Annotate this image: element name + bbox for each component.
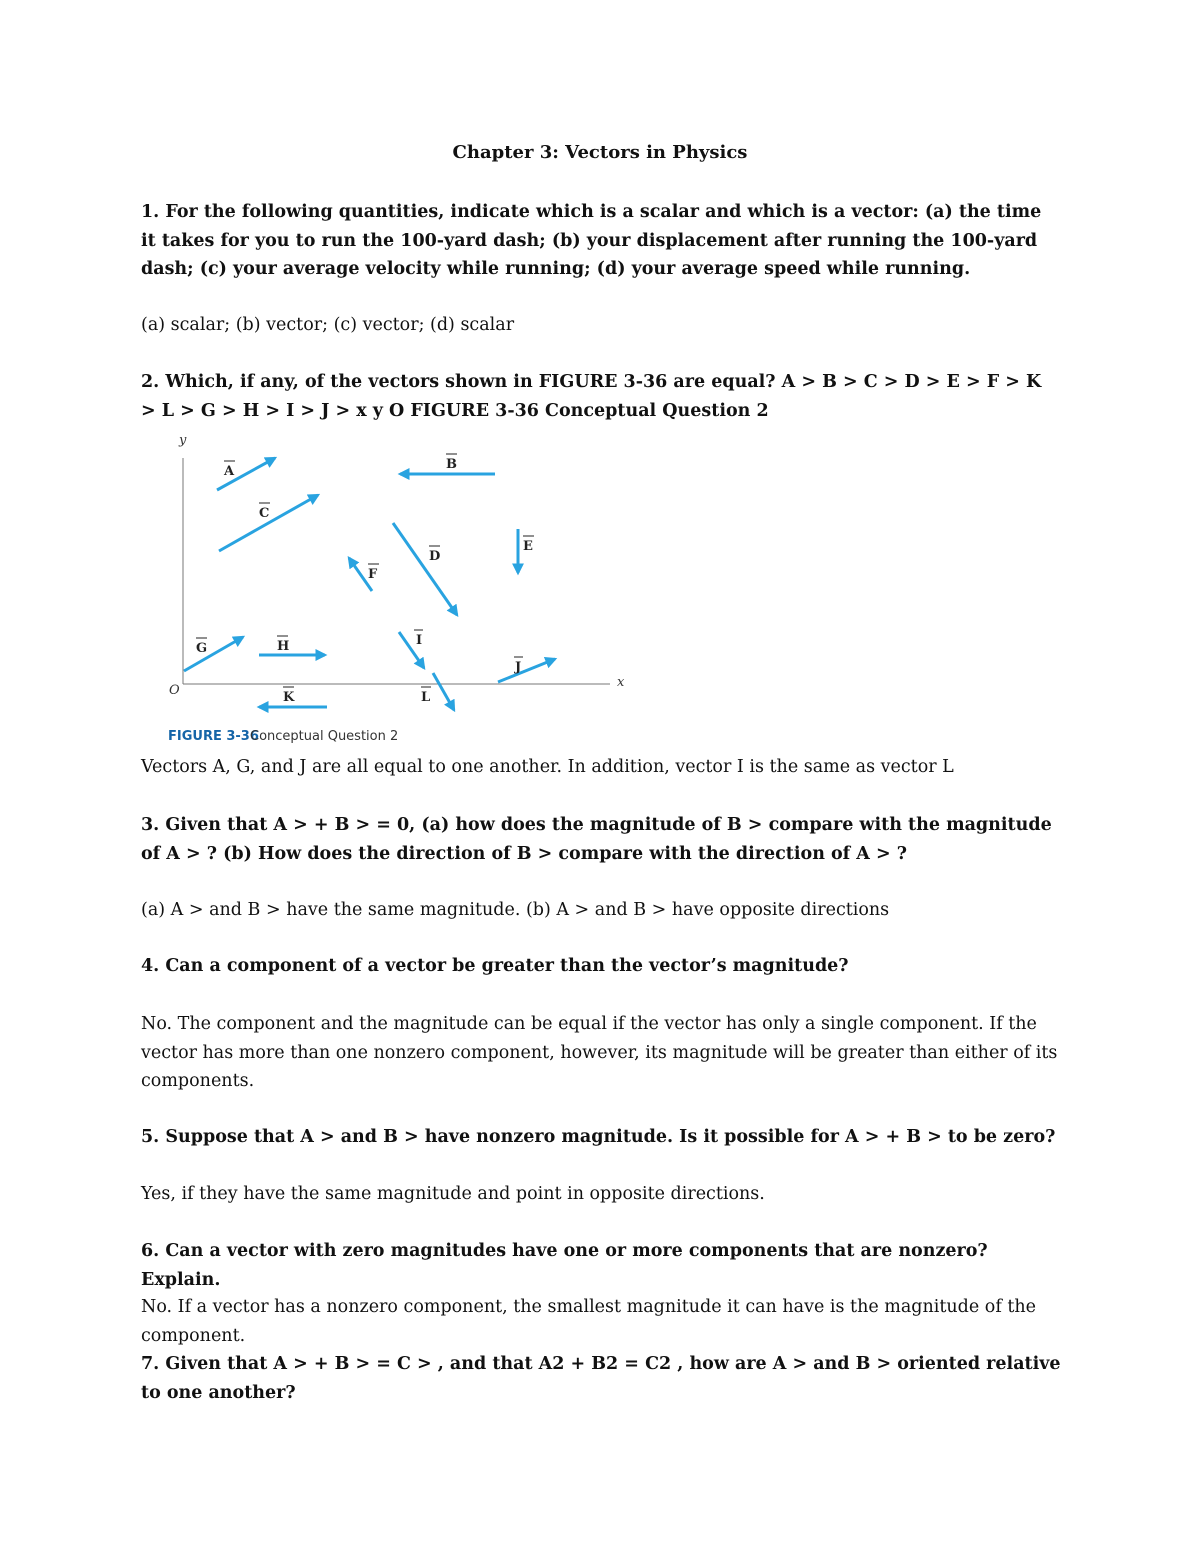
vector-c-label: C: [259, 506, 270, 521]
answer-4: No. The component and the magnitude can be equal if the vector has only a single component. If the vector has more than one nonzero component, however, its magnitude will be greater than either of its components.: [141, 1014, 1058, 1091]
answer-5: Yes, if they have the same magnitude and point in opposite directions.: [141, 1184, 765, 1204]
vector-d: [393, 523, 457, 615]
vector-b-label: B: [446, 457, 457, 472]
question-2: 2. Which, if any, of the vectors shown in FIGURE 3-36 are equal? A > B > C > D > E > F > K > L > G > H > I > J > x y O FIGURE 3-36 Conceptual Question 2: [141, 372, 1042, 421]
vector-g-label: G: [196, 641, 208, 656]
question-7: 7. Given that A > + B > = C > , and that A2 + B2 = C2 , how are A > and B > oriented relative to one another?: [141, 1354, 1061, 1403]
answer-1: (a) scalar; (b) vector; (c) vector; (d) scalar: [141, 315, 515, 335]
vector-l-label: L: [421, 690, 431, 705]
answer-6: No. If a vector has a nonzero component, the smallest magnitude it can have is the magnitude of the component.: [141, 1297, 1037, 1346]
vector-e-label: E: [523, 539, 533, 554]
figure-caption-text: Conceptual Question 2: [250, 729, 399, 744]
vector-figure: [165, 428, 635, 750]
answer-2: Vectors A, G, and J are all equal to one another. In addition, vector I is the same as vector L: [141, 757, 954, 777]
question-1: 1. For the following quantities, indicate which is a scalar and which is a vector: (a) the time it takes for you to run the 100-yard dash; (b) your displacement after running the 100-yard dash; (c) your average velocity while running; (d) your average speed while running.: [141, 202, 1042, 279]
vector-l: [433, 673, 454, 710]
answer-3: (a) A > and B > have the same magnitude. (b) A > and B > have opposite directions: [141, 900, 890, 920]
question-4: 4. Can a component of a vector be greater than the vector’s magnitude?: [141, 956, 849, 976]
figure-caption-number: FIGURE 3-36: [168, 729, 259, 744]
origin-label: O: [169, 683, 180, 698]
y-axis-label: y: [179, 433, 187, 448]
x-axis-label: x: [617, 675, 625, 690]
vector-i-label: I: [416, 633, 423, 648]
vector-d-label: D: [429, 549, 441, 564]
vector-h-label: H: [277, 639, 290, 654]
vector-j: [498, 659, 555, 682]
vector-k-label: K: [283, 690, 295, 705]
vector-a-label: A: [224, 464, 235, 479]
question-6: 6. Can a vector with zero magnitudes have one or more components that are nonzero? Explain.: [141, 1241, 988, 1290]
vector-j-label: J: [515, 660, 522, 675]
question-5: 5. Suppose that A > and B > have nonzero magnitude. Is it possible for A > + B > to be zero?: [141, 1127, 1056, 1147]
page-title: Chapter 3: Vectors in Physics: [452, 142, 748, 163]
vector-g: [184, 637, 243, 671]
question-3: 3. Given that A > + B > = 0, (a) how does the magnitude of B > compare with the magnitude of A > ? (b) How does the direction of B > compare with the direction of A > ?: [141, 815, 1052, 864]
vector-f-label: F: [368, 567, 378, 582]
vector-diagram: [165, 428, 635, 750]
